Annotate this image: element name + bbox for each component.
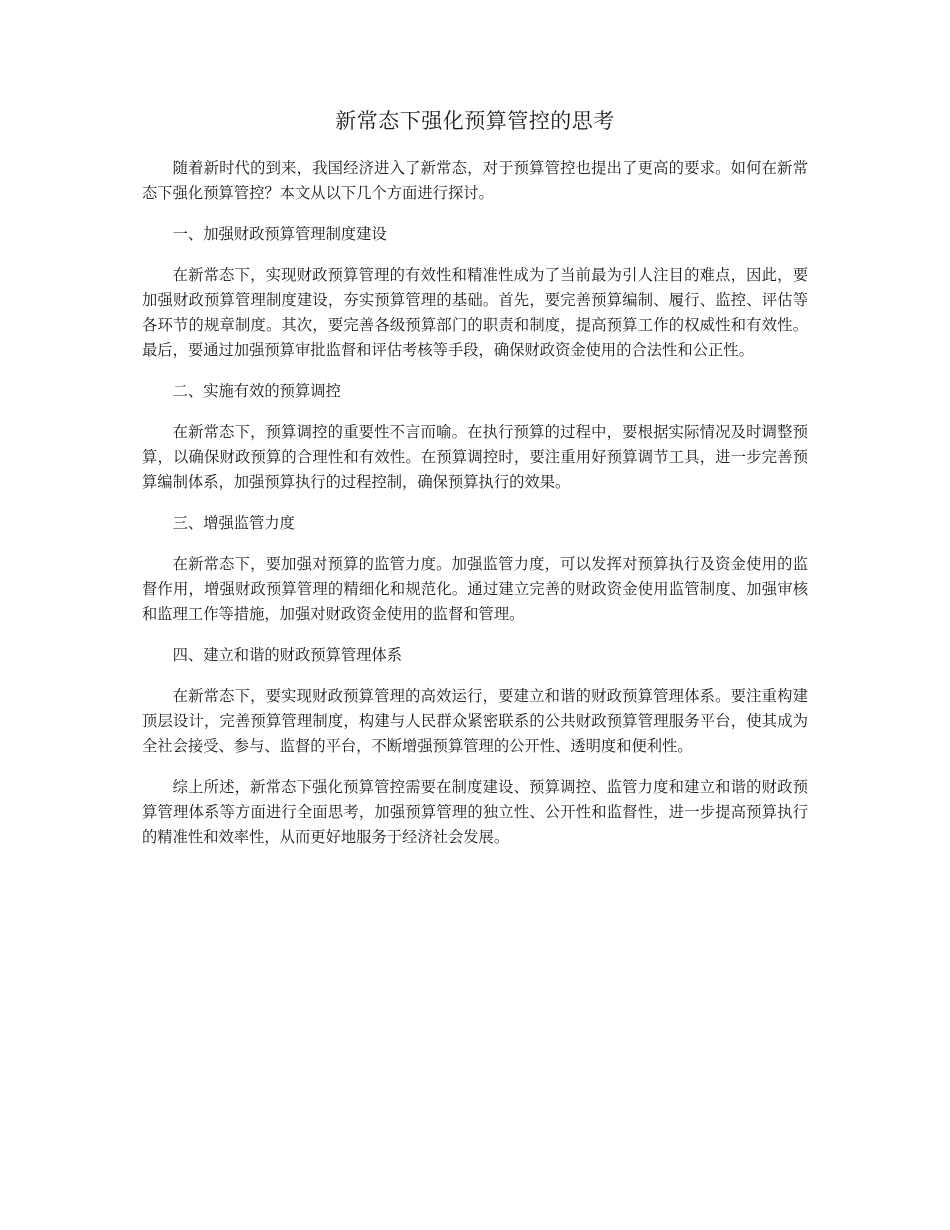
- conclusion-paragraph: 综上所述，新常态下强化预算管控需要在制度建设、预算调控、监管力度和建立和谐的财政预算管理体系等方面进行全面思考，加强预算管理的独立性、公开性和监督性，进一步提高预算执行的精准性和效率性，从而更好地服务于经济社会发展。: [142, 778, 808, 846]
- section-heading-4: 四、建立和谐的财政预算管理体系: [172, 646, 403, 664]
- section-heading-2: 二、实施有效的预算调控: [172, 382, 341, 400]
- section-body-3: 在新常态下，要加强对预算的监管力度。加强监管力度，可以发挥对预算执行及资金使用的监督作用，增强财政预算管理的精细化和规范化。通过建立完善的财政资金使用监管制度、加强审核和监理工作等措施，加强对财政资金使用的监督和管理。: [142, 555, 808, 623]
- section-body-1: 在新常态下，实现财政预算管理的有效性和精准性成为了当前最为引人注目的难点，因此，要加强财政预算管理制度建设，夯实预算管理的基础。首先，要完善预算编制、履行、监控、评估等各环节的规章制度。其次，要完善各级预算部门的职责和制度，提高预算工作的权威性和有效性。最后，要通过加强预算审批监督和评估考核等手段，确保财政资金使用的合法性和公正性。: [142, 266, 808, 359]
- section-body-2: 在新常态下，预算调控的重要性不言而喻。在执行预算的过程中，要根据实际情况及时调整预算，以确保财政预算的合理性和有效性。在预算调控时，要注重用好预算调节工具，进一步完善预算编制体系，加强预算执行的过程控制，确保预算执行的效果。: [142, 423, 808, 491]
- document-title: 新常态下强化预算管控的思考: [335, 109, 615, 133]
- section-heading-3: 三、增强监管力度: [172, 514, 295, 532]
- section-body-4: 在新常态下，要实现财政预算管理的高效运行，要建立和谐的财政预算管理体系。要注重构建顶层设计，完善预算管理制度，构建与人民群众紧密联系的公共财政预算管理服务平台，使其成为全社会接受、参与、监督的平台，不断增强预算管理的公开性、透明度和便利性。: [142, 687, 808, 755]
- section-heading-1: 一、加强财政预算管理制度建设: [172, 225, 387, 243]
- intro-paragraph: 随着新时代的到来，我国经济进入了新常态，对于预算管控也提出了更高的要求。如何在新常态下强化预算管控？本文从以下几个方面进行探讨。: [142, 159, 808, 202]
